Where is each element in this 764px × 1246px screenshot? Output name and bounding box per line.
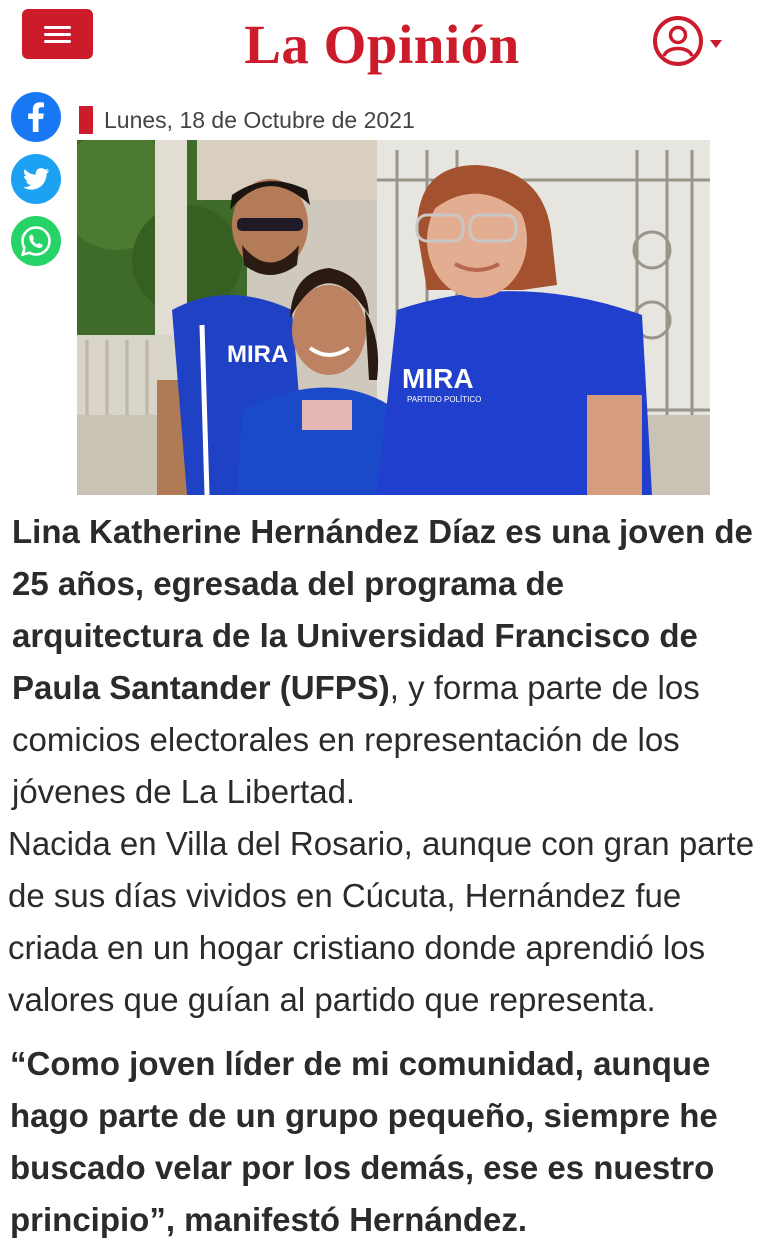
photo-image [77, 140, 710, 495]
social-share-bar [11, 92, 61, 278]
user-account-icon [652, 14, 732, 70]
whatsapp-icon [11, 216, 61, 266]
article-paragraph [8, 506, 760, 818]
svg-text:PARTIDO POLÍTICO: PARTIDO POLÍTICO [407, 395, 482, 404]
facebook-share-button[interactable] [11, 92, 61, 142]
article-lead-rest: , y forma parte de los comicios electorales en representación de los jóvenes de La Libertad. [12, 669, 700, 810]
user-account-button[interactable] [652, 14, 732, 70]
article-quote: “Como joven líder de mi comunidad, aunque hago parte de un grupo pequeño, siempre he buscado velar por los demás, ese es nuestro principio”, manifestó Hernández. [10, 1045, 718, 1238]
article-lead: Lina Katherine Hernández Díaz es una joven de 25 años, egresada del programa de arquitectura de la Universidad Francisco de Paula Santander (UFPS) [12, 513, 753, 706]
twitter-share-button[interactable] [11, 154, 61, 204]
article-body [8, 506, 760, 1246]
site-header [0, 0, 764, 90]
article-photo [77, 140, 710, 495]
date-marker [79, 106, 93, 134]
date-text: Lunes, 18 de Octubre de 2021 [104, 106, 415, 133]
article-paragraph: Nacida en Villa del Rosario, aunque con gran parte de sus días vividos en Cúcuta, Hernández fue criada en un hogar cristiano donde aprendió los valores que guían al partido que representa. [8, 825, 755, 1018]
facebook-icon [11, 92, 61, 142]
article-date [79, 106, 415, 134]
svg-text:MIRA: MIRA [227, 341, 289, 368]
whatsapp-share-button[interactable] [11, 216, 61, 266]
twitter-icon [11, 154, 61, 204]
site-logo[interactable]: La Opinión [244, 14, 520, 75]
svg-text:MIRA: MIRA [402, 363, 474, 394]
